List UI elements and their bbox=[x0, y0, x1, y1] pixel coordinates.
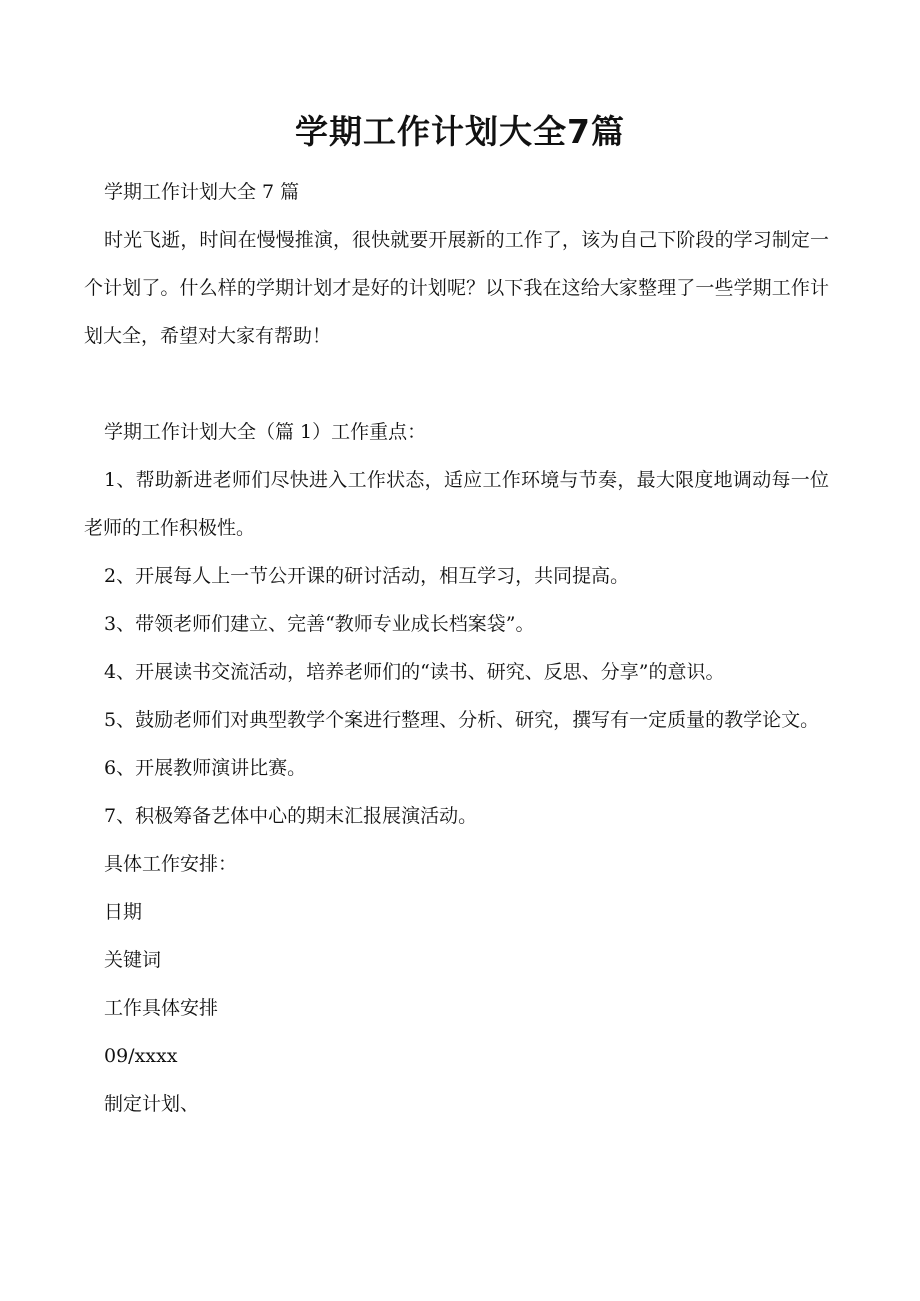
work-focus-item-2: 2、开展每人上一节公开课的研讨活动，相互学习，共同提高。 bbox=[104, 565, 630, 587]
document-body bbox=[84, 168, 829, 1128]
section-heading: 学期工作计划大全（篇 1）工作重点： bbox=[104, 421, 427, 443]
table-header-arrangement: 工作具体安排 bbox=[104, 997, 219, 1019]
paragraph-gap bbox=[84, 360, 829, 408]
table-header-keyword: 关键词 bbox=[104, 949, 162, 971]
work-focus-item-3: 3、带领老师们建立、完善“教师专业成长档案袋”。 bbox=[104, 613, 535, 635]
work-focus-item-7: 7、积极筹备艺体中心的期末汇报展演活动。 bbox=[104, 805, 478, 827]
document-subtitle: 学期工作计划大全 7 篇 bbox=[104, 181, 300, 203]
work-focus-item-1: 1、帮助新进老师们尽快进入工作状态，适应工作环境与节奏，最大限度地调动每一位老师的工作积极性。 bbox=[84, 469, 829, 539]
work-focus-item-6: 6、开展教师演讲比赛。 bbox=[104, 757, 307, 779]
work-focus-item-4: 4、开展读书交流活动，培养老师们的“读书、研究、反思、分享”的意识。 bbox=[104, 661, 725, 683]
table-header-date: 日期 bbox=[104, 901, 143, 923]
table-cell-date: 09/xxxx bbox=[104, 1045, 178, 1067]
table-cell-keyword: 制定计划、 bbox=[104, 1093, 200, 1115]
intro-paragraph: 时光飞逝，时间在慢慢推演，很快就要开展新的工作了，该为自己下阶段的学习制定一个计划了。什么样的学期计划才是好的计划呢？以下我在这给大家整理了一些学期工作计划大全，希望对大家有帮助！ bbox=[84, 229, 829, 347]
work-focus-item-5: 5、鼓励老师们对典型教学个案进行整理、分析、研究，撰写有一定质量的教学论文。 bbox=[104, 709, 820, 731]
arrangement-heading: 具体工作安排： bbox=[104, 853, 238, 875]
document-title: 学期工作计划大全7篇 bbox=[295, 112, 625, 151]
